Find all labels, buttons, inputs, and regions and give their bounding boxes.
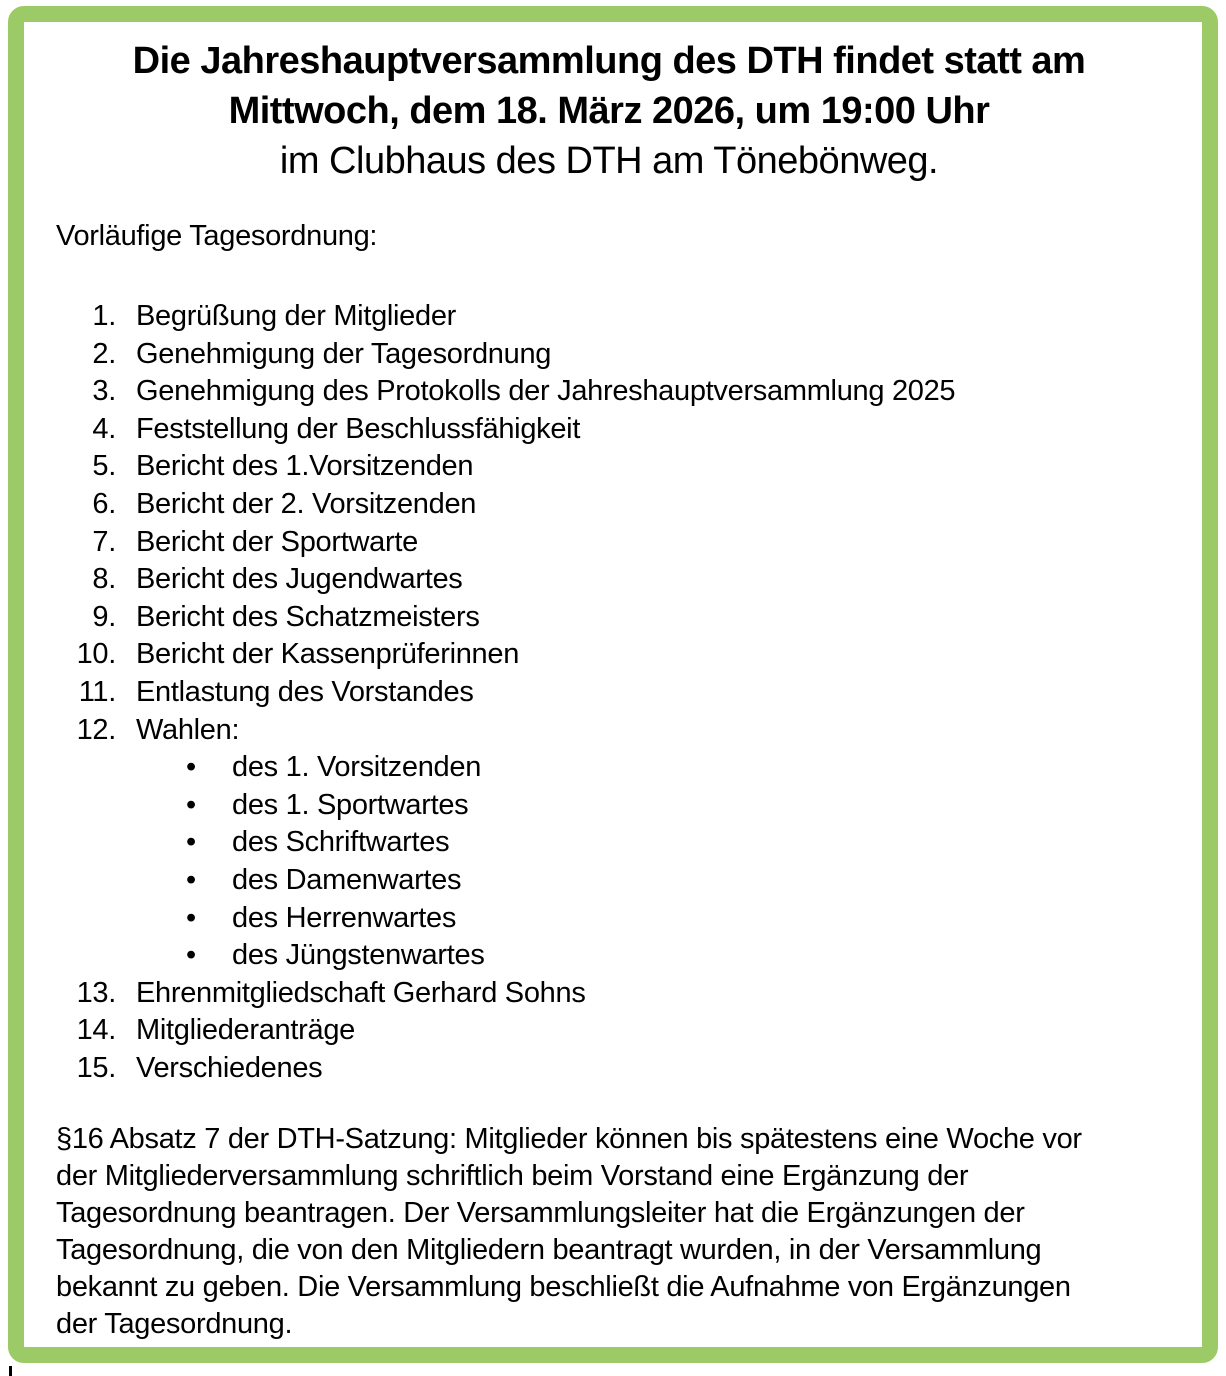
- agenda-item-number: 9.: [92, 600, 116, 633]
- agenda-item: [40, 599, 1178, 637]
- agenda-item-text: Bericht des 1.Vorsitzenden: [136, 450, 474, 483]
- election-sub-item: [40, 787, 1178, 825]
- agenda-item: [40, 674, 1178, 712]
- statute-note-line: Tagesordnung, die von den Mitgliedern beantragt wurden, in der Versammlung: [56, 1234, 1042, 1267]
- agenda-item-number: 10.: [76, 638, 116, 671]
- agenda-item-number: 12.: [76, 713, 116, 746]
- agenda-item: [40, 486, 1178, 524]
- agenda-item: [40, 1050, 1178, 1088]
- statute-note: [56, 1121, 1178, 1343]
- announcement-card: [8, 6, 1218, 1363]
- title-line-1: Die Jahreshauptversammlung des DTH findet statt am: [132, 40, 1086, 82]
- agenda-item-number: 4.: [92, 412, 116, 445]
- agenda-item: [40, 373, 1178, 411]
- agenda-item-text: Verschiedenes: [136, 1051, 323, 1084]
- election-sub-item: [40, 937, 1178, 975]
- election-sub-item-text: des Jüngstenwartes: [232, 939, 485, 972]
- agenda-item-text: Feststellung der Beschlussfähigkeit: [136, 412, 581, 445]
- bullet-icon: •: [186, 788, 196, 821]
- page-edge-artifact: [9, 1366, 12, 1376]
- agenda-item-text: Wahlen:: [136, 713, 240, 746]
- agenda-item: [40, 1012, 1178, 1050]
- agenda-item: [40, 298, 1178, 336]
- agenda-item: [40, 336, 1178, 374]
- agenda-item-number: 15.: [76, 1051, 116, 1084]
- agenda-item: [40, 975, 1178, 1013]
- agenda-item-number: 1.: [92, 300, 116, 332]
- election-sub-item: [40, 749, 1178, 787]
- agenda-item-text: Bericht des Jugendwartes: [136, 563, 463, 596]
- agenda-item-number: 14.: [76, 1014, 116, 1047]
- agenda-item-text: Genehmigung der Tagesordnung: [136, 337, 552, 370]
- agenda-item: [40, 524, 1178, 562]
- election-sub-list: [40, 749, 1178, 975]
- statute-note-line: Tagesordnung beantragen. Der Versammlungsleiter hat die Ergänzungen der: [56, 1197, 1025, 1230]
- agenda-item-number: 7.: [92, 525, 116, 558]
- agenda-item-text: Mitgliederanträge: [136, 1014, 355, 1047]
- election-sub-item-text: des 1. Vorsitzenden: [232, 751, 482, 784]
- election-sub-item-text: des 1. Sportwartes: [232, 788, 469, 821]
- agenda-item-number: 3.: [92, 375, 116, 408]
- page-title: [40, 36, 1178, 186]
- election-sub-item: [40, 824, 1178, 862]
- statute-note-line: bekannt zu geben. Die Versammlung beschließt die Aufnahme von Ergänzungen: [56, 1271, 1071, 1304]
- agenda-item: [40, 561, 1178, 599]
- agenda-item-text: Ehrenmitgliedschaft Gerhard Sohns: [136, 976, 586, 1009]
- agenda-item: [40, 411, 1178, 449]
- agenda-item-text: Bericht des Schatzmeisters: [136, 600, 480, 633]
- agenda-item-text: Genehmigung des Protokolls der Jahreshauptversammlung 2025: [136, 375, 956, 408]
- agenda-item-number: 5.: [92, 450, 116, 483]
- election-sub-item-text: des Schriftwartes: [232, 826, 450, 859]
- title-line-3: im Clubhaus des DTH am Tönebönweg.: [279, 140, 939, 182]
- agenda-item-number: 6.: [92, 487, 116, 520]
- agenda-item-number: 8.: [92, 563, 116, 596]
- title-line-2: Mittwoch, dem 18. März 2026, um 19:00 Uhr: [228, 90, 990, 132]
- election-sub-item-text: des Damenwartes: [232, 863, 462, 896]
- election-sub-item-text: des Herrenwartes: [232, 901, 457, 934]
- agenda-item-text: Begrüßung der Mitglieder: [136, 300, 457, 332]
- agenda-item-number: 11.: [78, 675, 116, 708]
- statute-note-line: der Mitgliederversammlung schriftlich beim Vorstand eine Ergänzung der: [56, 1160, 969, 1193]
- agenda-list: [40, 298, 1178, 1087]
- agenda-heading: Vorläufige Tagesordnung:: [56, 220, 378, 252]
- agenda-item-text: Bericht der Kassenprüferinnen: [136, 638, 520, 671]
- statute-note-line: der Tagesordnung.: [56, 1308, 293, 1341]
- bullet-icon: •: [186, 939, 196, 972]
- agenda-item: [40, 712, 1178, 750]
- bullet-icon: •: [186, 901, 196, 934]
- agenda-item-number: 2.: [92, 337, 116, 370]
- election-sub-item: [40, 862, 1178, 900]
- agenda-item-text: Bericht der 2. Vorsitzenden: [136, 487, 477, 520]
- agenda-item-number: 13.: [76, 976, 116, 1009]
- agenda-item-text: Bericht der Sportwarte: [136, 525, 418, 558]
- bullet-icon: •: [186, 751, 196, 784]
- statute-note-line: §16 Absatz 7 der DTH-Satzung: Mitglieder können bis spätestens eine Woche vor: [56, 1123, 1082, 1156]
- agenda-item: [40, 448, 1178, 486]
- agenda-item: [40, 636, 1178, 674]
- agenda-item-text: Entlastung des Vorstandes: [136, 675, 474, 708]
- election-sub-item: [40, 900, 1178, 938]
- bullet-icon: •: [186, 826, 196, 859]
- bullet-icon: •: [186, 863, 196, 896]
